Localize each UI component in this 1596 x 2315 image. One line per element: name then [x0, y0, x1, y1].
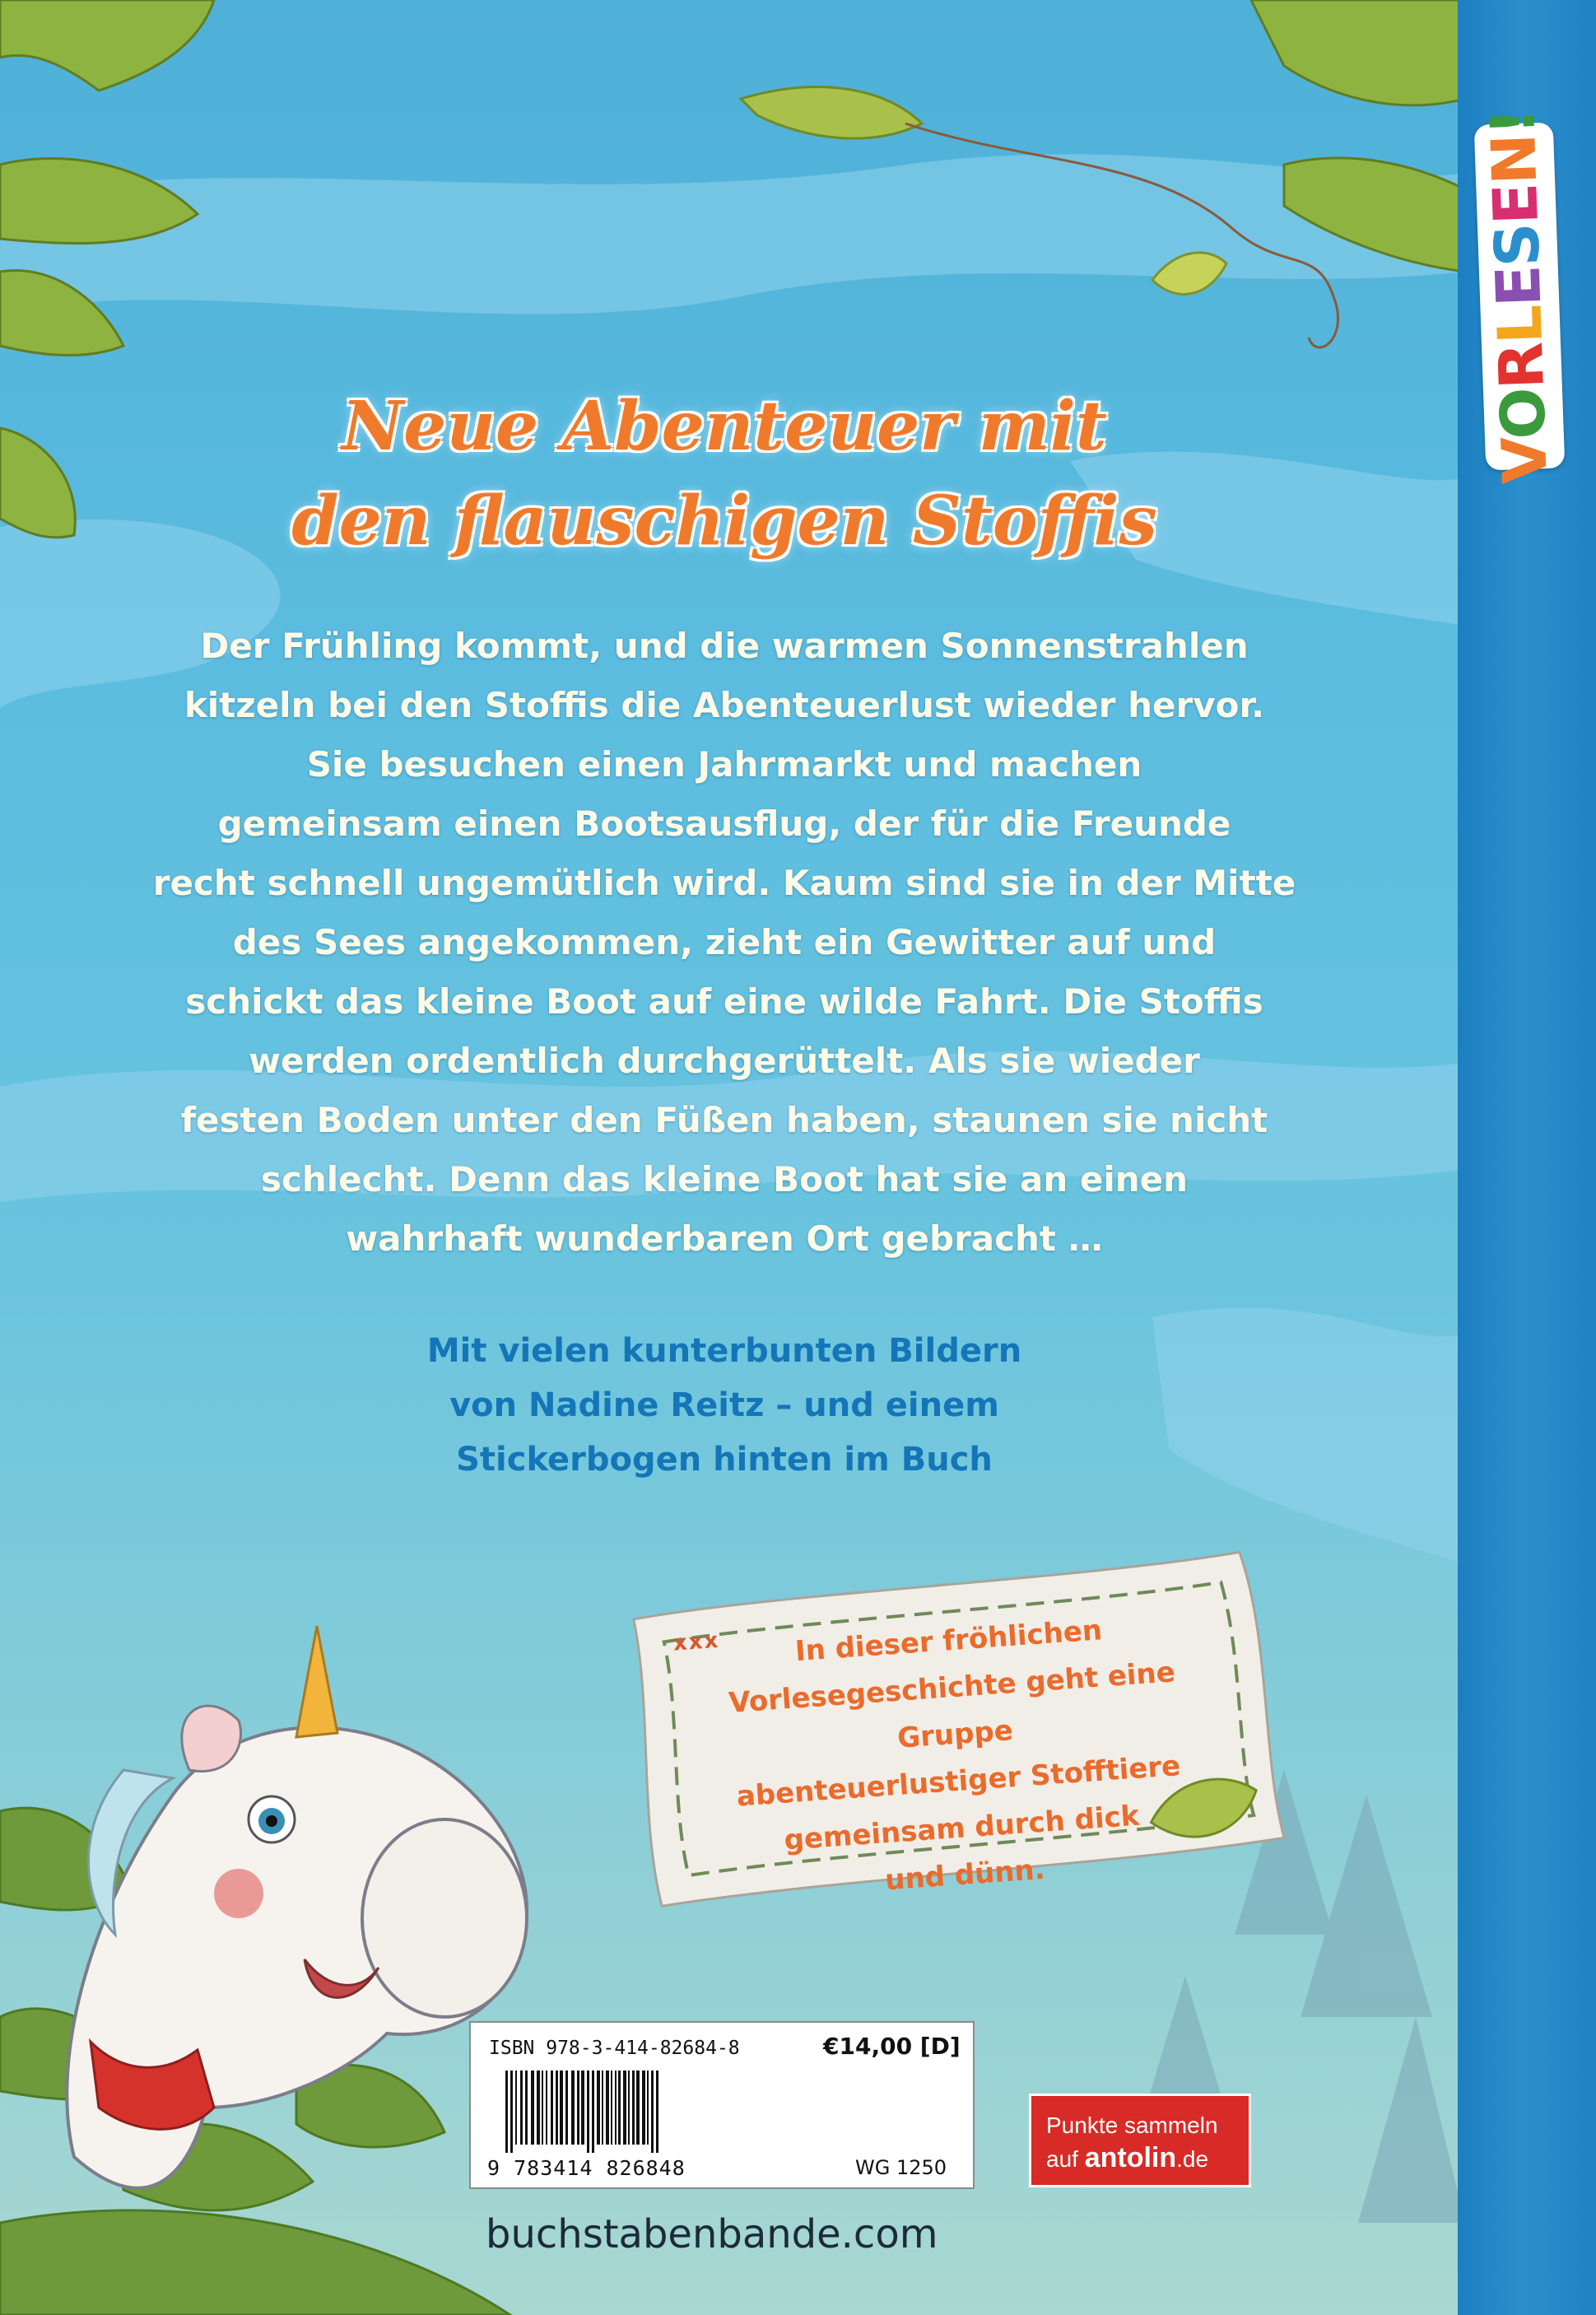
- antolin-brand: antolin: [1084, 2142, 1177, 2173]
- note-line: gemeinsam durch dick: [783, 1799, 1141, 1857]
- barcode-bar: [515, 2070, 517, 2145]
- note-card: [615, 1542, 1295, 1917]
- barcode-bar: [642, 2070, 645, 2145]
- vorlesen-letter: V: [1489, 437, 1561, 485]
- antolin-badge: [1029, 2094, 1251, 2187]
- vorlesen-letter: O: [1487, 388, 1561, 440]
- barcode-bar: [615, 2070, 617, 2145]
- barcode-graphic: [502, 2070, 774, 2153]
- barcode-bar: [632, 2070, 635, 2145]
- vorlesen-letter: E: [1482, 265, 1556, 309]
- blurb-line: Sie besuchen einen Jahrmarkt und machen: [306, 744, 1142, 785]
- antolin-suffix: .de: [1176, 2146, 1209, 2172]
- isbn-label: ISBN 978-3-414-82684-8: [489, 2038, 740, 2059]
- illustration-line: Stickerbogen hinten im Buch: [456, 1441, 993, 1479]
- barcode-bar: [628, 2070, 630, 2145]
- barcode-bar: [587, 2070, 589, 2153]
- price-label: €14,00 [D]: [823, 2033, 961, 2060]
- barcode-bar: [606, 2070, 609, 2145]
- barcode-bar: [656, 2070, 658, 2153]
- barcode-bar: [571, 2070, 575, 2145]
- barcode-bar: [510, 2070, 513, 2153]
- barcode-bar: [602, 2070, 603, 2145]
- vorlesen-letter: L: [1484, 305, 1556, 346]
- illustration-line: Mit vielen kunterbunten Bildern: [426, 1332, 1022, 1370]
- blurb-line: des Sees angekommen, zieht ein Gewitter auf und: [232, 922, 1217, 962]
- antolin-line-1: Punkte sammeln: [1046, 2112, 1218, 2138]
- barcode-bar: [581, 2070, 584, 2145]
- note-line: In dieser fröhlichen: [793, 1614, 1104, 1669]
- barcode-bar: [520, 2070, 523, 2145]
- blurb-line: kitzeln bei den Stoffis die Abenteuerlust wieder hervor.: [184, 685, 1265, 725]
- barcode-bar: [551, 2070, 553, 2145]
- barcode-bar: [618, 2070, 621, 2145]
- barcode-bar: [623, 2070, 626, 2145]
- barcode-bar: [611, 2070, 612, 2145]
- note-line: und dünn.: [884, 1852, 1046, 1898]
- barcode-bar: [647, 2070, 649, 2145]
- vorlesen-text: [1477, 108, 1561, 485]
- barcode-bar: [577, 2070, 579, 2145]
- barcode-bar: [565, 2070, 568, 2145]
- website-url[interactable]: buchstabenbande.com: [486, 2211, 938, 2257]
- headline-line-2: den flauschigen Stoffis: [291, 482, 1157, 561]
- blurb-line: werden ordentlich durchgerüttelt. Als sie wieder: [249, 1041, 1200, 1081]
- blurb-line: schickt das kleine Boot auf eine wilde Fahrt. Die Stoffis: [185, 981, 1263, 1022]
- blurb-line: wahrhaft wunderbaren Ort gebracht …: [346, 1218, 1103, 1259]
- blurb-line: festen Boden unter den Füßen haben, staunen sie nicht: [180, 1100, 1268, 1140]
- blurb-line: schlecht. Denn das kleine Boot hat sie an einen: [260, 1159, 1189, 1199]
- note-card-text: [668, 1599, 1245, 1919]
- barcode-bar: [651, 2070, 654, 2153]
- blurb-line: gemeinsam einen Bootsausflug, der für die Freunde: [217, 803, 1231, 844]
- barcode-digits: 9 783414 826848: [487, 2156, 686, 2180]
- note-line: Vorlesegeschichte geht eine Gruppe: [728, 1656, 1176, 1755]
- isbn-barcode-box: [469, 2021, 975, 2189]
- vorlesen-letter: N: [1478, 133, 1552, 186]
- barcode-bar: [505, 2070, 508, 2153]
- vorlesen-letter: S: [1481, 223, 1554, 268]
- barcode-bar: [597, 2070, 600, 2145]
- antolin-prefix: auf: [1046, 2146, 1085, 2172]
- antolin-line-2: [1046, 2142, 1208, 2174]
- wg-code: WG 1250: [855, 2156, 947, 2179]
- illustration-line: von Nadine Reitz – und einem: [449, 1386, 999, 1424]
- stitch-mark: xxx: [672, 1628, 721, 1656]
- barcode-bar: [537, 2070, 540, 2145]
- barcode-bar: [636, 2070, 640, 2145]
- blurb-line: recht schnell ungemütlich wird. Kaum sind sie in der Mitte: [152, 863, 1296, 903]
- vorlesen-letter: E: [1480, 183, 1552, 226]
- barcode-bar: [542, 2070, 543, 2145]
- barcode-bar: [560, 2070, 563, 2145]
- blurb-line: Der Frühling kommt, und die warmen Sonnenstrahlen: [200, 626, 1249, 666]
- barcode-bar: [592, 2070, 594, 2153]
- barcode-bar: [525, 2070, 528, 2145]
- vorlesen-letter: !: [1477, 108, 1550, 137]
- vorlesen-letter: R: [1486, 342, 1558, 391]
- barcode-bar: [531, 2070, 534, 2145]
- barcode-bar: [546, 2070, 547, 2145]
- barcode-bar: [556, 2070, 558, 2145]
- vorlesen-badge: [1474, 108, 1566, 485]
- headline-line-1: Neue Abenteuer mit: [342, 387, 1107, 466]
- note-line: abenteuerlustiger Stofftiere: [735, 1749, 1182, 1814]
